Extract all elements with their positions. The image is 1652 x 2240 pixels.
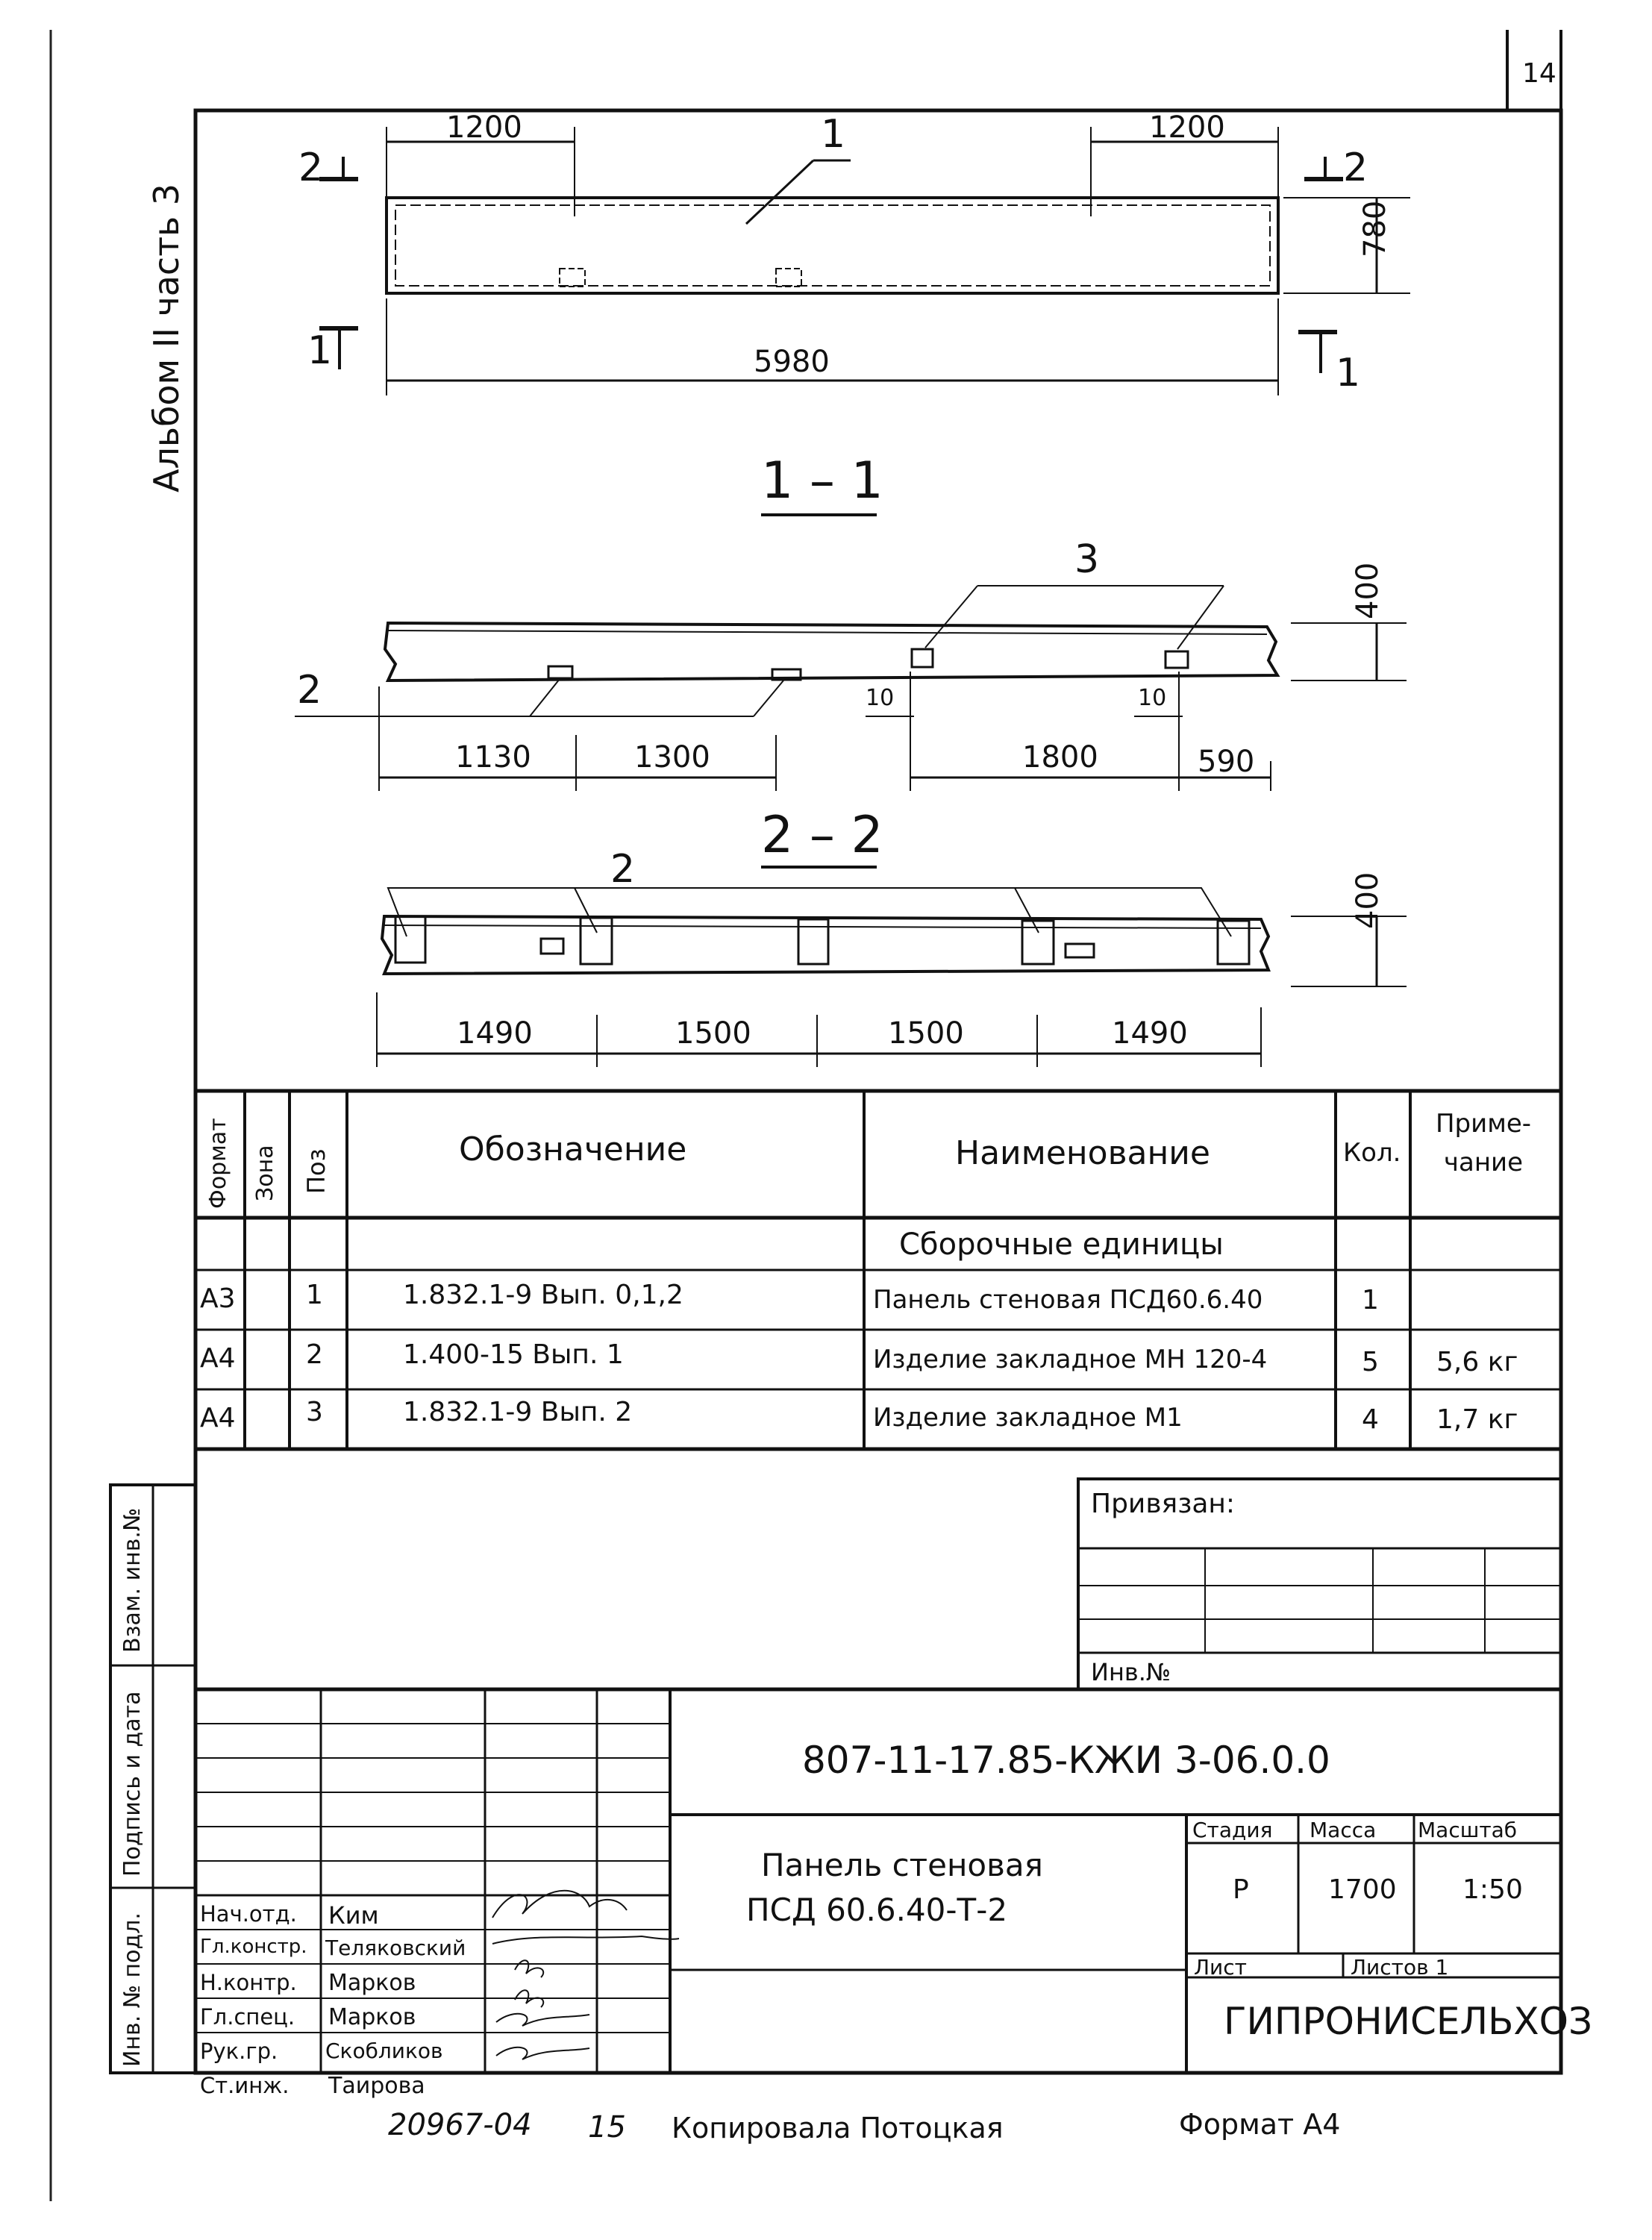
album-title: Альбом II часть 3 <box>146 183 187 492</box>
section-2-2-dim-height: 400 <box>1351 872 1385 929</box>
scale-value: 1:50 <box>1462 1874 1523 1905</box>
signer-name: Марков <box>328 2004 416 2030</box>
sheets-label: Листов 1 <box>1351 1955 1449 1980</box>
row-qty: 1 <box>1362 1285 1379 1315</box>
binding-inv-label: Инв.№ <box>1091 1658 1171 1686</box>
row-designation: 1.400-15 Вып. 1 <box>403 1339 624 1370</box>
section-2-2-dim: 1490 <box>457 1016 533 1051</box>
section-1-1-dim-10-right: 10 <box>1138 685 1167 711</box>
mass-label: Масса <box>1310 1818 1377 1842</box>
signer-role: Рук.гр. <box>200 2039 278 2064</box>
plan-dim-height: 780 <box>1358 200 1392 257</box>
binding-label: Привязан: <box>1091 1489 1236 1519</box>
row-qty: 4 <box>1362 1404 1379 1435</box>
row-format: А3 <box>200 1283 236 1314</box>
section-2-2-dim: 1490 <box>1112 1016 1188 1051</box>
stage-label: Стадия <box>1192 1818 1273 1842</box>
section-2-2-callout-2: 2 <box>610 847 636 892</box>
sheet-label: Лист <box>1194 1955 1247 1980</box>
section-1-1-dim-height: 400 <box>1351 562 1385 619</box>
signer-role: Нач.отд. <box>200 1901 297 1927</box>
row-format: А4 <box>200 1343 236 1374</box>
section-1-1-dim: 1800 <box>1022 740 1098 775</box>
header-format: Формат <box>205 1118 231 1209</box>
section-1-1-dim: 590 <box>1198 745 1255 779</box>
title-line-2: ПСД 60.6.40-Т-2 <box>746 1892 1008 1928</box>
signer-name: Таирова <box>328 2073 425 2099</box>
plan-dim-left: 1200 <box>446 110 522 145</box>
plan-dim-total: 5980 <box>754 345 830 379</box>
row-name: Панель стеновая ПСД60.6.40 <box>873 1285 1263 1315</box>
section-1-1-callout-2: 2 <box>297 668 322 713</box>
row-format: А4 <box>200 1403 236 1433</box>
section-1-1-title: 1 – 1 <box>761 451 883 510</box>
row-note: 5,6 кг <box>1436 1347 1518 1377</box>
section-mark-left-bottom: 1 <box>307 328 333 373</box>
section-mark-left-top: 2 <box>298 146 324 190</box>
section-1-1-dim: 1130 <box>455 740 531 775</box>
strip-inv: Инв. № подл. <box>119 1912 146 2067</box>
scale-label: Масштаб <box>1418 1818 1518 1842</box>
row-qty: 5 <box>1362 1347 1379 1377</box>
section-1-1-dim: 1300 <box>634 740 710 775</box>
signer-name: Теляковский <box>325 1936 466 1960</box>
header-designation: Обозначение <box>459 1130 687 1169</box>
row-pos: 1 <box>306 1280 323 1310</box>
section-1-1-dim-10-left: 10 <box>866 685 895 711</box>
strip-podpis: Подпись и дата <box>119 1691 146 1877</box>
strip-vzam: Взам. инв.№ <box>119 1507 146 1653</box>
header-pos: Поз <box>302 1148 331 1194</box>
organization: ГИПРОНИСЕЛЬХОЗ <box>1224 2000 1593 2043</box>
footer-code: 20967-04 <box>388 2108 532 2142</box>
signer-role: Гл.спец. <box>200 2004 295 2030</box>
signer-role: Гл.констр. <box>200 1936 307 1958</box>
header-zone: Зона <box>252 1145 278 1201</box>
row-name: Изделие закладное М1 <box>873 1403 1183 1433</box>
section-2-2-dim: 1500 <box>675 1016 751 1051</box>
row-note: 1,7 кг <box>1436 1404 1518 1435</box>
row-pos: 3 <box>306 1397 323 1427</box>
row-designation: 1.832.1-9 Вып. 2 <box>403 1397 633 1427</box>
section-2-2-dim: 1500 <box>888 1016 964 1051</box>
section-2-2-title: 2 – 2 <box>761 806 883 865</box>
mass-value: 1700 <box>1328 1874 1397 1905</box>
signer-name: Марков <box>328 1970 416 1996</box>
header-name: Наименование <box>955 1134 1210 1172</box>
section-1-1-callout-3: 3 <box>1074 537 1100 582</box>
doc-code: 807-11-17.85-КЖИ 3-06.0.0 <box>802 1739 1330 1782</box>
header-qty: Кол. <box>1343 1138 1401 1168</box>
section-mark-right-top: 2 <box>1343 146 1368 190</box>
signer-name: Ким <box>328 1901 379 1930</box>
signer-name: Скобликов <box>325 2039 443 2063</box>
group-title: Сборочные единицы <box>899 1227 1224 1262</box>
section-mark-right-bottom: 1 <box>1336 351 1361 395</box>
stage-value: Р <box>1233 1874 1249 1905</box>
row-name: Изделие закладное МН 120-4 <box>873 1345 1268 1374</box>
footer-num: 15 <box>588 2110 626 2144</box>
header-note: Приме-чание <box>1435 1109 1532 1177</box>
plan-dim-right: 1200 <box>1149 110 1225 145</box>
page-number: 14 <box>1522 58 1556 89</box>
footer-copied: Копировала Потоцкая <box>672 2112 1004 2144</box>
row-designation: 1.832.1-9 Вып. 0,1,2 <box>403 1280 683 1310</box>
footer-format: Формат А4 <box>1179 2108 1341 2141</box>
row-pos: 2 <box>306 1339 323 1370</box>
plan-position-label: 1 <box>821 112 846 157</box>
title-line-1: Панель стеновая <box>761 1847 1043 1883</box>
signer-role: Ст.инж. <box>200 2073 290 2098</box>
signer-role: Н.контр. <box>200 1970 297 1995</box>
